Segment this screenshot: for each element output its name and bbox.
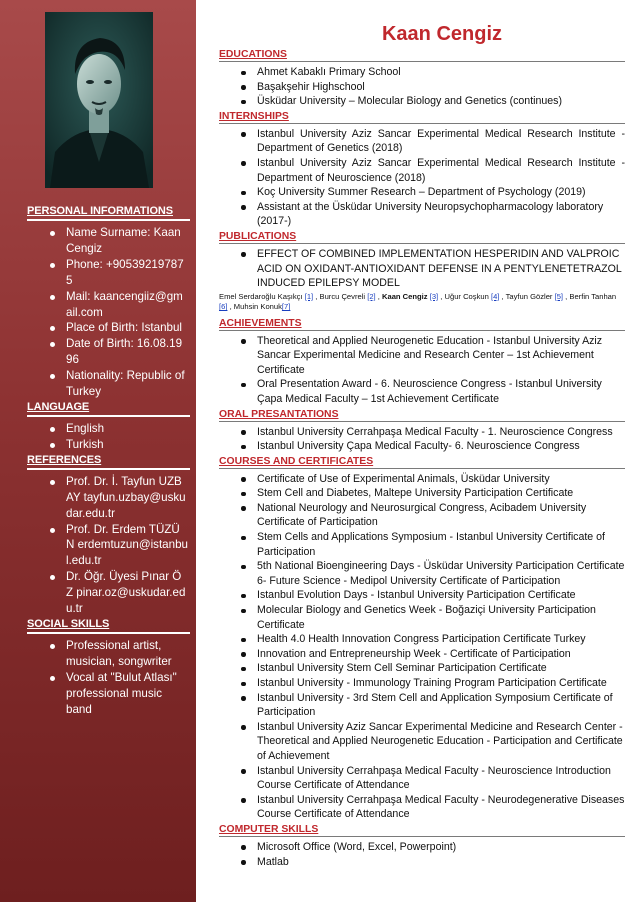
courses-list [219, 472, 625, 822]
language-list [27, 421, 190, 453]
course-item: National Neurology and Neurosurgical Congress, Acibadem University Certificate of Participation [219, 501, 625, 530]
education-item: Ahmet Kabaklı Primary School [219, 65, 625, 80]
portrait-photo [45, 12, 153, 188]
computer-skill-item: Matlab [219, 855, 625, 870]
course-item: Istanbul University - Immunology Training Program Participation Certificate [219, 676, 625, 691]
reference-item: Prof. Dr. Erdem TÜZÜN erdemtuzun@istanbul.edu.tr [27, 522, 190, 570]
publications-list [219, 247, 625, 291]
personal-info-title: PERSONAL INFORMATIONS [27, 205, 190, 221]
computer-skills-title: COMPUTER SKILLS [219, 823, 625, 837]
social-skill-item: Professional artist, musician, songwriter [27, 638, 190, 670]
educations-list [219, 65, 625, 109]
course-item: Stem Cells and Applications Symposium - Istanbul University Certificate of Participation [219, 530, 625, 559]
course-item: Istanbul University Cerrahpaşa Medical Faculty - Neuroscience Introduction Course Certificate of Attendance [219, 764, 625, 793]
author-ref-link[interactable]: [6] [219, 302, 228, 312]
internship-item: Istanbul University Aziz Sancar Experimental Medical Research Institute - Department of Neuroscience (2018) [219, 156, 625, 185]
achievements-list [219, 334, 625, 407]
internship-item: Koç University Summer Research – Department of Psychology (2019) [219, 185, 625, 200]
course-item: Istanbul University Aziz Sancar Experimental Medicine and Research Center - Theoretical and Applied Neurogenetic Education - Participation and Certificate of Achievement [219, 720, 625, 764]
sidebar-sections [27, 205, 190, 718]
oral-presentation-item: Istanbul University Çapa Medical Faculty- 6. Neuroscience Congress [219, 439, 625, 454]
page-title: Kaan Cengiz [381, 23, 503, 45]
course-item: Innovation and Entrepreneurship Week - Certificate of Participation [219, 647, 625, 662]
personal-phone: Phone: +905392197875 [27, 257, 190, 289]
internships-list [219, 127, 625, 229]
reference-item: Dr. Öğr. Üyesi Pınar ÖZ pinar.oz@uskudar.edu.tr [27, 569, 190, 617]
oral-presentation-item: Istanbul University Cerrahpaşa Medical Faculty - 1. Neuroscience Congress [219, 425, 625, 440]
language-title: LANGUAGE [27, 401, 190, 417]
computer-skills-list [219, 840, 625, 869]
computer-skill-item: Microsoft Office (Word, Excel, Powerpoint) [219, 840, 625, 855]
publication-authors: Emel Serdaroğlu Kaşıkçı [1] , Burcu Çevreli [2] , Kaan Cengiz [3] , Uğur Coşkun [4] , Tayfun Gözler [5] , Berfin Tanhan [6] , Muhsin Konuk[7] [219, 291, 617, 312]
author-name: Uğur Coşkun [444, 291, 489, 301]
social-skill-item: Vocal at "Bulut Atlası" professional music band [27, 670, 190, 718]
author-name: Berfin Tanhan [569, 291, 617, 301]
oral-presentations-list [219, 425, 625, 454]
personal-date-of-birth: Date of Birth: 16.08.1996 [27, 336, 190, 368]
main-content [219, 22, 625, 870]
internships-title: INTERNSHIPS [219, 110, 625, 124]
course-item: Istanbul Evolution Days - Istanbul University Participation Certificate [219, 588, 625, 603]
oral-presentations-title: ORAL PRESANTATIONS [219, 408, 625, 422]
language-item: Turkish [27, 437, 190, 453]
author-name: Muhsin Konuk [233, 302, 282, 312]
portrait-image [45, 12, 153, 188]
personal-nationality: Nationality: Republic of Turkey [27, 368, 190, 400]
course-item: Istanbul University Cerrahpaşa Medical Faculty - Neurodegenerative Diseases Course Certificate of Attendance [219, 793, 625, 822]
author-ref-link[interactable]: [2] [367, 291, 376, 301]
reference-item: Prof. Dr. İ. Tayfun UZBAY tayfun.uzbay@uskudar.edu.tr [27, 474, 190, 522]
personal-info-list [27, 225, 190, 400]
author-name: Emel Serdaroğlu Kaşıkçı [219, 291, 303, 301]
internship-item: Istanbul University Aziz Sancar Experimental Medical Research Institute - Department of Genetics (2018) [219, 127, 625, 156]
internship-item: Assistant at the Üsküdar University Neuropsychopharmacology laboratory (2017-) [219, 200, 625, 229]
personal-name: Name Surname: Kaan Cengiz [27, 225, 190, 257]
educations-title: EDUCATIONS [219, 48, 625, 62]
personal-mail: Mail: kaancengiiz@gmail.com [27, 289, 190, 321]
references-list [27, 474, 190, 617]
author-ref-link[interactable]: [1] [304, 291, 314, 301]
course-item: Istanbul University - 3rd Stem Cell and Application Symposium Certificate of Participation [219, 691, 625, 720]
course-item: 5th National Bioengineering Days - Üsküdar University Participation Certificate 6- Future Science - Medipol University Certificate of Participation [219, 559, 625, 588]
social-skills-title: SOCIAL SKILLS [27, 618, 190, 634]
education-item: Başakşehir Highschool [219, 80, 625, 95]
achievements-title: ACHIEVEMENTS [219, 317, 625, 331]
course-item: Molecular Biology and Genetics Week - Boğaziçi University Participation Certificate [219, 603, 625, 632]
achievement-item: Theoretical and Applied Neurogenetic Education - Istanbul University Aziz Sancar Experimental Medicine and Research Center – 1st Achievement Certificate [219, 334, 625, 378]
course-item: Istanbul University Stem Cell Seminar Participation Certificate [219, 661, 625, 676]
author-ref-link[interactable]: [7] [281, 302, 291, 312]
course-item: Health 4.0 Health Innovation Congress Participation Certificate Turkey [219, 632, 625, 647]
course-item: Certificate of Use of Experimental Animals, Üsküdar University [219, 472, 625, 487]
personal-place-of-birth: Place of Birth: Istanbul [27, 320, 190, 336]
references-title: REFERENCES [27, 454, 190, 470]
author-ref-link[interactable]: [5] [554, 291, 564, 301]
education-item: Üsküdar University – Molecular Biology and Genetics (continues) [219, 94, 625, 109]
author-name: Burcu Çevreli [319, 291, 366, 301]
sidebar [0, 0, 196, 902]
social-skills-list [27, 638, 190, 718]
author-ref-link[interactable]: [3] [429, 291, 439, 301]
author-name-highlight: Kaan Cengiz [382, 291, 428, 301]
courses-title: COURSES AND CERTIFICATES [219, 455, 625, 469]
language-item: English [27, 421, 190, 437]
author-ref-link[interactable]: [4] [490, 291, 500, 301]
achievement-item: Oral Presentation Award - 6. Neuroscience Congress - Istanbul University Çapa Medical Faculty – 1st Achievement Certificate [219, 377, 625, 406]
author-name: Tayfun Gözler [505, 291, 553, 301]
publication-item: EFFECT OF COMBINED IMPLEMENTATION HESPERIDIN AND VALPROIC ACID ON OXIDANT-ANTIOXIDANT DEFENSE IN A PENTYLENETETRAZOL INDUCED EPILEPSY MODEL [219, 247, 625, 291]
course-item: Stem Cell and Diabetes, Maltepe University Participation Certificate [219, 486, 625, 501]
publications-title: PUBLICATIONS [219, 230, 625, 244]
